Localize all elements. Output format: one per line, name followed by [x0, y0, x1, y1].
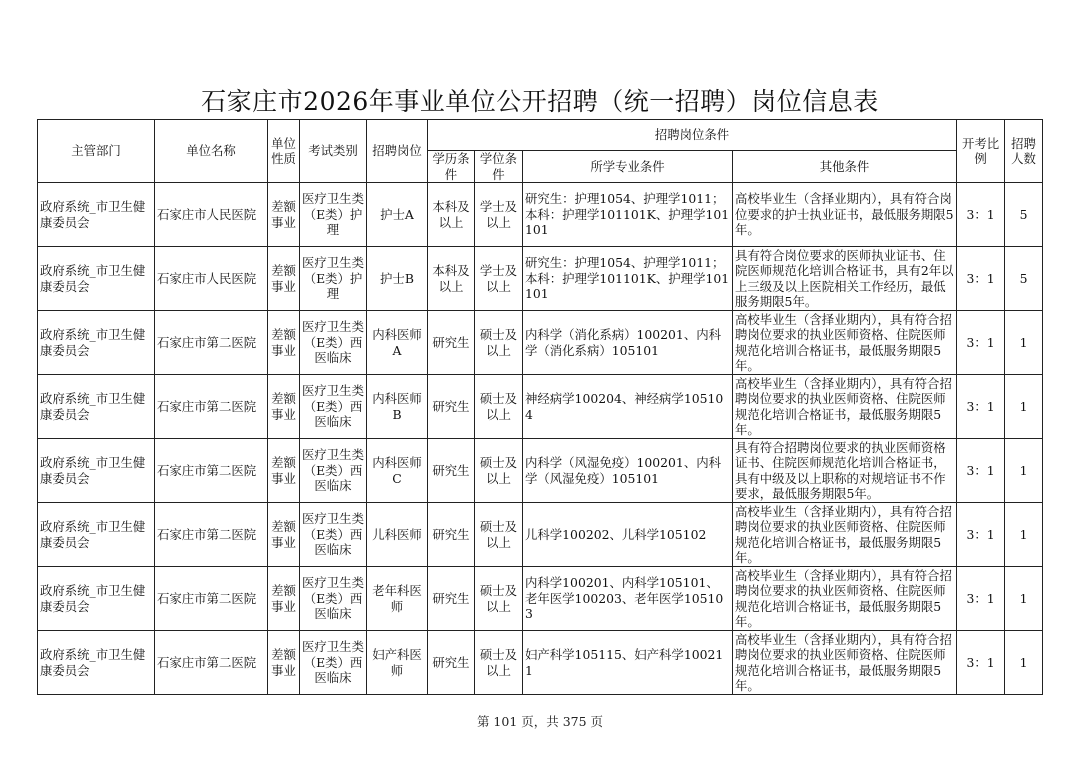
- cell-major: 研究生：护理1054、护理学1011；本科：护理学101101K、护理学101101: [523, 247, 733, 311]
- cell-degree: 硕士及以上: [475, 567, 523, 631]
- cell-exam: 医疗卫生类（E类）护理: [300, 247, 367, 311]
- header-dept: 主管部门: [38, 120, 155, 183]
- header-other: 其他条件: [733, 151, 957, 183]
- cell-unit: 石家庄市第二医院: [155, 631, 268, 695]
- cell-exam: 医疗卫生类（E类）护理: [300, 183, 367, 247]
- cell-edu: 研究生: [428, 375, 475, 439]
- cell-degree: 硕士及以上: [475, 375, 523, 439]
- header-major: 所学专业条件: [523, 151, 733, 183]
- table-row: [38, 375, 1043, 439]
- cell-degree: 学士及以上: [475, 247, 523, 311]
- cell-edu: 研究生: [428, 439, 475, 503]
- cell-unit: 石家庄市第二医院: [155, 375, 268, 439]
- cell-dept: 政府系统_市卫生健康委员会: [38, 375, 155, 439]
- cell-edu: 研究生: [428, 631, 475, 695]
- cell-other: 具有符合岗位要求的医师执业证书、住院医师规范化培训合格证书，具有2年以上三级及以上医院相关工作经历，最低服务期限5年。: [733, 247, 957, 311]
- cell-major: 内科学100201、内科学105101、老年医学100203、老年医学105103: [523, 567, 733, 631]
- cell-count: 5: [1005, 247, 1043, 311]
- cell-degree: 学士及以上: [475, 183, 523, 247]
- cell-unit: 石家庄市第二医院: [155, 311, 268, 375]
- cell-other: 高校毕业生（含择业期内），具有符合岗位要求的护士执业证书，最低服务期限5年。: [733, 183, 957, 247]
- cell-nature: 差额事业: [268, 567, 300, 631]
- cell-dept: 政府系统_市卫生健康委员会: [38, 503, 155, 567]
- page-number: 第 101 页，共 375 页: [476, 714, 604, 729]
- header-nature: 单位性质: [268, 120, 300, 183]
- cell-other: 高校毕业生（含择业期内），具有符合招聘岗位要求的执业医师资格、住院医师规范化培训合格证书，最低服务期限5年。: [733, 375, 957, 439]
- header-count: 招聘人数: [1005, 120, 1043, 183]
- cell-post: 内科医师B: [367, 375, 428, 439]
- cell-exam: 医疗卫生类（E类）西医临床: [300, 439, 367, 503]
- cell-post: 内科医师A: [367, 311, 428, 375]
- cell-other: 高校毕业生（含择业期内），具有符合招聘岗位要求的执业医师资格、住院医师规范化培训合格证书，最低服务期限5年。: [733, 631, 957, 695]
- cell-degree: 硕士及以上: [475, 631, 523, 695]
- header-degree: 学位条件: [475, 151, 523, 183]
- cell-exam: 医疗卫生类（E类）西医临床: [300, 503, 367, 567]
- cell-count: 1: [1005, 375, 1043, 439]
- cell-ratio: 3：1: [957, 247, 1005, 311]
- cell-major: 神经病学100204、神经病学105104: [523, 375, 733, 439]
- cell-nature: 差额事业: [268, 183, 300, 247]
- cell-post: 儿科医师: [367, 503, 428, 567]
- cell-major: 妇产科学105115、妇产科学100211: [523, 631, 733, 695]
- table-row: [38, 247, 1043, 311]
- cell-ratio: 3：1: [957, 183, 1005, 247]
- cell-other: 高校毕业生（含择业期内），具有符合招聘岗位要求的执业医师资格、住院医师规范化培训合格证书，最低服务期限5年。: [733, 567, 957, 631]
- cell-post: 内科医师C: [367, 439, 428, 503]
- cell-edu: 本科及以上: [428, 247, 475, 311]
- cell-count: 1: [1005, 311, 1043, 375]
- table-row: [38, 439, 1043, 503]
- cell-nature: 差额事业: [268, 247, 300, 311]
- recruitment-table: [37, 119, 1043, 695]
- header-conditions: 招聘岗位条件: [428, 120, 957, 151]
- header-edu: 学历条件: [428, 151, 475, 183]
- table-row: [38, 503, 1043, 567]
- cell-post: 妇产科医师: [367, 631, 428, 695]
- cell-post: 护士A: [367, 183, 428, 247]
- cell-exam: 医疗卫生类（E类）西医临床: [300, 311, 367, 375]
- cell-other: 高校毕业生（含择业期内），具有符合招聘岗位要求的执业医师资格、住院医师规范化培训合格证书，最低服务期限5年。: [733, 311, 957, 375]
- cell-exam: 医疗卫生类（E类）西医临床: [300, 375, 367, 439]
- cell-major: 内科学（消化系病）100201、内科学（消化系病）105101: [523, 311, 733, 375]
- header-row: [38, 120, 1043, 151]
- cell-dept: 政府系统_市卫生健康委员会: [38, 439, 155, 503]
- cell-nature: 差额事业: [268, 311, 300, 375]
- cell-exam: 医疗卫生类（E类）西医临床: [300, 631, 367, 695]
- header-post: 招聘岗位: [367, 120, 428, 183]
- table-row: [38, 567, 1043, 631]
- cell-edu: 研究生: [428, 503, 475, 567]
- cell-unit: 石家庄市第二医院: [155, 503, 268, 567]
- header-exam: 考试类别: [300, 120, 367, 183]
- header-ratio: 开考比例: [957, 120, 1005, 183]
- cell-ratio: 3：1: [957, 375, 1005, 439]
- cell-ratio: 3：1: [957, 311, 1005, 375]
- cell-post: 老年科医师: [367, 567, 428, 631]
- cell-degree: 硕士及以上: [475, 311, 523, 375]
- cell-unit: 石家庄市人民医院: [155, 183, 268, 247]
- cell-unit: 石家庄市第二医院: [155, 439, 268, 503]
- cell-major: 内科学（风湿免疫）100201、内科学（风湿免疫）105101: [523, 439, 733, 503]
- cell-major: 儿科学100202、儿科学105102: [523, 503, 733, 567]
- cell-exam: 医疗卫生类（E类）西医临床: [300, 567, 367, 631]
- cell-count: 1: [1005, 439, 1043, 503]
- cell-dept: 政府系统_市卫生健康委员会: [38, 311, 155, 375]
- cell-ratio: 3：1: [957, 631, 1005, 695]
- cell-degree: 硕士及以上: [475, 503, 523, 567]
- cell-edu: 研究生: [428, 311, 475, 375]
- header-unit: 单位名称: [155, 120, 268, 183]
- cell-ratio: 3：1: [957, 439, 1005, 503]
- cell-ratio: 3：1: [957, 503, 1005, 567]
- cell-post: 护士B: [367, 247, 428, 311]
- cell-dept: 政府系统_市卫生健康委员会: [38, 631, 155, 695]
- cell-unit: 石家庄市第二医院: [155, 567, 268, 631]
- page-title: 石家庄市2026年事业单位公开招聘（统一招聘）岗位信息表: [201, 87, 879, 116]
- cell-unit: 石家庄市人民医院: [155, 247, 268, 311]
- cell-dept: 政府系统_市卫生健康委员会: [38, 183, 155, 247]
- cell-edu: 本科及以上: [428, 183, 475, 247]
- cell-nature: 差额事业: [268, 375, 300, 439]
- cell-dept: 政府系统_市卫生健康委员会: [38, 247, 155, 311]
- cell-other: 具有符合招聘岗位要求的执业医师资格证书、住院医师规范化培训合格证书，具有中级及以上职称的对规培证书不作要求，最低服务期限5年。: [733, 439, 957, 503]
- cell-count: 1: [1005, 631, 1043, 695]
- table-row: [38, 311, 1043, 375]
- cell-nature: 差额事业: [268, 439, 300, 503]
- cell-nature: 差额事业: [268, 503, 300, 567]
- cell-nature: 差额事业: [268, 631, 300, 695]
- cell-dept: 政府系统_市卫生健康委员会: [38, 567, 155, 631]
- cell-count: 1: [1005, 503, 1043, 567]
- cell-count: 1: [1005, 567, 1043, 631]
- cell-degree: 硕士及以上: [475, 439, 523, 503]
- cell-ratio: 3：1: [957, 567, 1005, 631]
- cell-edu: 研究生: [428, 567, 475, 631]
- cell-major: 研究生：护理1054、护理学1011；本科：护理学101101K、护理学101101: [523, 183, 733, 247]
- cell-count: 5: [1005, 183, 1043, 247]
- table-row: [38, 631, 1043, 695]
- table-row: [38, 183, 1043, 247]
- cell-other: 高校毕业生（含择业期内），具有符合招聘岗位要求的执业医师资格、住院医师规范化培训合格证书，最低服务期限5年。: [733, 503, 957, 567]
